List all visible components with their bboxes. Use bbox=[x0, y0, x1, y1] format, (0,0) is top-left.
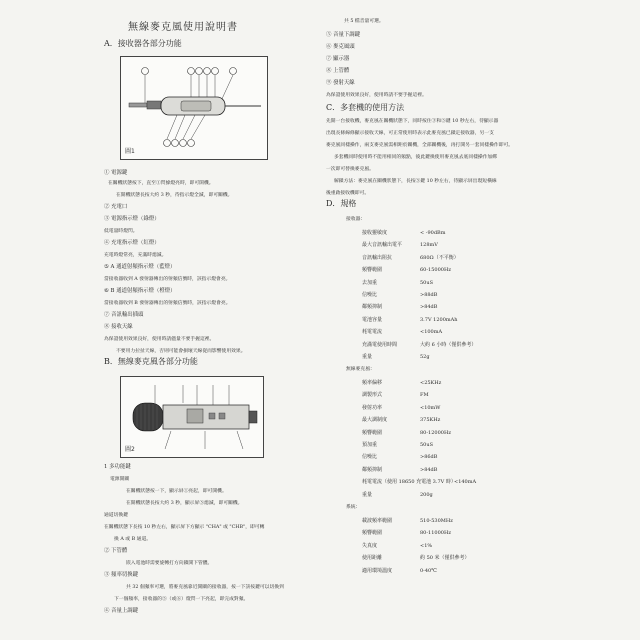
a-item-6-desc: 當接收器收到 B 發射器傳出的射頻信號時，該指示燈會亮。 bbox=[104, 301, 231, 306]
spec-row bbox=[362, 354, 430, 360]
c-para-7: 後重啟接收機即可。 bbox=[326, 191, 370, 196]
spec-value: 80-11000Hz bbox=[420, 530, 451, 537]
spec-value: 375KHz bbox=[420, 417, 441, 424]
a-item-8-desc-2: 不要用力拉扯天線，否則可能會損壞天線從而影響使用效果。 bbox=[116, 349, 246, 354]
spec-key: 音訊輸出阻抗 bbox=[362, 254, 393, 261]
spec-key: 耗電電流 bbox=[362, 329, 383, 336]
section-b-heading: B．無線麥克風各部分功能 bbox=[104, 357, 198, 366]
spec-row bbox=[362, 568, 437, 574]
a-item-3: ③ 電源指示燈（綠燈） bbox=[104, 216, 160, 222]
spec-row bbox=[362, 430, 451, 436]
c-para-3: 麥克風同樣操作，兩支麥克風需相距於關機，全部關機後，再打開另一套同樣操作即可。 bbox=[326, 143, 514, 148]
c-para-1: 先開一台接收機，麥克風在關機狀態下，同時按住③和⑤鍵 10 秒左右，待顯示器 bbox=[326, 119, 499, 124]
spec-value: <1% bbox=[420, 542, 433, 549]
spec-value: 0-40℃ bbox=[420, 567, 437, 574]
spec-value: >84dB bbox=[420, 304, 438, 311]
b-item-2: ② 下管體 bbox=[104, 548, 128, 554]
spec-row bbox=[362, 267, 451, 273]
microphone-figure bbox=[120, 376, 264, 458]
spec-value: >84dB bbox=[420, 466, 438, 473]
a-item-6: ⑥ B 通道射頻指示燈（橙燈） bbox=[104, 288, 176, 294]
figure-1-label: 圖1 bbox=[125, 148, 135, 155]
spec-value: FM bbox=[420, 392, 429, 399]
spec-key: 頻率偏移 bbox=[362, 380, 383, 386]
spec-row bbox=[362, 442, 433, 448]
spec-value: 60-15000Hz bbox=[420, 267, 451, 274]
spec-row bbox=[362, 380, 441, 386]
c-para-4: 多套機同時使用時不能用相同的頻點，彼此鍵換使用麥克風去底同樣操作加綁 bbox=[334, 155, 498, 160]
spec-key: 耗電電流（使用 18650 充電池 3.7V 時） bbox=[362, 479, 456, 486]
b-item-6: ⑥ 麥克風頭 bbox=[326, 44, 355, 50]
spec-value: 680Ω（不平衡） bbox=[420, 254, 459, 261]
b-item-8: ⑧ 上管體 bbox=[326, 68, 350, 74]
spec-value: 50uS bbox=[420, 442, 434, 448]
spec-row bbox=[362, 543, 432, 549]
spec-row bbox=[362, 329, 442, 335]
a-item-4-desc: 充電時燈常亮，充滿時熄滅。 bbox=[104, 253, 167, 258]
spec-key: 充滿電使用時間 bbox=[362, 341, 398, 348]
spec-row bbox=[362, 555, 470, 561]
spec-row bbox=[362, 342, 476, 348]
spec-key: 載波頻率範圍 bbox=[362, 518, 393, 524]
spec-key: 最大調制度 bbox=[362, 417, 388, 424]
mic-spec-label: 無線麥克風： bbox=[346, 367, 375, 372]
spec-key: 適用環境溫度 bbox=[362, 567, 393, 574]
spec-key: 重量 bbox=[362, 491, 373, 498]
spec-row bbox=[362, 317, 457, 323]
spec-key: 使用距離 bbox=[362, 555, 383, 562]
spec-key: 信噪比 bbox=[362, 454, 378, 461]
b-power-desc-1: 在關機狀態按一下，顯示屏①亮起，即可開機。 bbox=[126, 489, 227, 494]
b-item-9: ⑨ 發射天線 bbox=[326, 80, 355, 86]
a-item-2: ② 充電口 bbox=[104, 204, 128, 210]
b-item-1: 1 多功能鍵 bbox=[104, 464, 131, 470]
spec-value: 128mV bbox=[420, 242, 438, 249]
a-item-7: ⑦ 音訊輸出插頭 bbox=[104, 312, 144, 318]
spec-row bbox=[362, 255, 459, 261]
a-item-1-desc-1: 在關機狀態按下，直至①閃綠燈亮時，即可開機。 bbox=[108, 181, 214, 186]
microphone-illustration bbox=[121, 377, 263, 457]
spec-value: >88dB bbox=[420, 292, 438, 298]
spec-row bbox=[362, 479, 476, 485]
section-a-heading: A．接收器各部分功能 bbox=[104, 39, 182, 48]
spec-value: 80-12000Hz bbox=[420, 429, 451, 436]
b-item-3: ③ 頻率切換鍵 bbox=[104, 572, 139, 578]
a-item-4: ④ 充電指示燈（紅燈） bbox=[104, 240, 160, 246]
spec-row bbox=[362, 230, 445, 236]
spec-value: 大約 6 小時（僅供參考） bbox=[420, 341, 477, 348]
spec-value: <140mA bbox=[454, 479, 477, 486]
spec-key: 去加重 bbox=[362, 279, 378, 286]
b-power-desc-2: 在開機狀態長按大約 3 秒，顯示屏⑤熄滅，即可關機。 bbox=[126, 501, 243, 506]
spec-value: 200g bbox=[420, 491, 433, 498]
c-para-2: 出現長條線條顯示接收天線，可正常使用時表示此麥克風已鎖定接收器，另一支 bbox=[326, 131, 494, 136]
spec-row bbox=[362, 530, 451, 536]
spec-value: 510-530MHz bbox=[420, 518, 453, 524]
a-item-3-desc: 低電量時燈閃。 bbox=[104, 229, 138, 234]
receiver-spec-label: 接收器： bbox=[346, 217, 366, 222]
a-item-1-desc-2: 在開機狀態長按大約 3 秒，待指示燈全滅，即可關機。 bbox=[116, 193, 233, 198]
spec-row bbox=[362, 392, 429, 398]
system-spec-label: 系統： bbox=[346, 505, 361, 510]
spec-row bbox=[362, 280, 433, 286]
b-channel-desc-1: 在關機狀態下長按 10 秒左右，顯示屏下方顯示 "CHA" 或 "CHB"，即可轉 bbox=[104, 525, 265, 530]
a-item-5-desc: 當接收器收到 A 發射器傳出的射頻信號時，該指示燈會亮。 bbox=[104, 277, 231, 282]
spec-key: 信噪比 bbox=[362, 292, 378, 298]
b-item-4: ④ 音量上調鍵 bbox=[104, 608, 139, 614]
c-para-6: 解鎖方法：麥克風在關機狀態下，長按⑤鍵 10 秒左右，待顯示屏出現短橫線 bbox=[334, 179, 497, 184]
b-channel-switch: 通道切換鍵 bbox=[104, 513, 128, 518]
spec-key: 頻響範圍 bbox=[362, 429, 383, 436]
spec-key: 預加重 bbox=[362, 442, 378, 448]
spec-row bbox=[362, 405, 440, 411]
spec-value: <25KHz bbox=[420, 380, 442, 386]
b-channel-desc-2: 換 A 或 B 通道。 bbox=[114, 537, 152, 542]
volume-levels-note: 共 5 檔音量可選。 bbox=[344, 19, 384, 24]
spec-value: < -90dBm bbox=[420, 230, 446, 236]
spec-key: 最大音訊輸出電平 bbox=[362, 242, 403, 249]
spec-key: 調製形式 bbox=[362, 392, 383, 399]
a-item-8: ⑧ 接收天線 bbox=[104, 324, 133, 330]
b-item-2-desc: 嵌入電池時需要旋轉打方向鎖開下管體。 bbox=[126, 561, 213, 566]
page-title: 無線麥克風使用說明書 bbox=[128, 22, 238, 33]
spec-value: 約 50 米（僅供參考） bbox=[420, 555, 470, 562]
spec-row bbox=[362, 492, 433, 498]
spec-row bbox=[362, 304, 437, 310]
spec-row bbox=[362, 518, 453, 524]
spec-value: 3.7V 1200mAh bbox=[420, 316, 458, 323]
spec-key: 失真度 bbox=[362, 542, 378, 549]
spec-value: <10mW bbox=[420, 404, 441, 411]
spec-key: 頻響範圍 bbox=[362, 267, 383, 274]
spec-key: 頻響範圍 bbox=[362, 530, 383, 537]
b-item-7: ⑦ 顯示器 bbox=[326, 56, 350, 62]
receiver-figure bbox=[120, 56, 268, 160]
c-para-5: 一次即可替換麥克風。 bbox=[326, 167, 374, 172]
spec-value: 50uS bbox=[420, 279, 434, 286]
spec-row bbox=[362, 242, 438, 248]
spec-value: <100mA bbox=[420, 329, 443, 336]
b-item-5: ⑤ 音量下調鍵 bbox=[326, 32, 361, 38]
section-d-heading: D．規格 bbox=[326, 199, 357, 208]
a-item-5: ⑤ A 通道射頻指示燈（藍燈） bbox=[104, 264, 176, 270]
b-item-3-desc-1: 共 32 個頻率可選，將麥克風靠近開關的接收器，按一下該按鍵可以切換到 bbox=[126, 585, 284, 590]
a-item-8-desc-1: 為保證使用效果良好，使用時請儘量不要手握這裡。 bbox=[104, 337, 215, 342]
spec-row bbox=[362, 454, 437, 460]
figure-2-label: 圖2 bbox=[125, 446, 135, 453]
section-c-heading: C．多套機的使用方法 bbox=[326, 103, 405, 112]
spec-row bbox=[362, 292, 437, 298]
spec-key: 電池容量 bbox=[362, 316, 383, 323]
spec-key: 接收靈敏度 bbox=[362, 230, 388, 236]
spec-key: 發射功率 bbox=[362, 404, 383, 411]
b-item-9-desc: 為保證使用效果良好，使用時請不要手握這裡。 bbox=[326, 93, 427, 98]
spec-key: 重量 bbox=[362, 354, 373, 360]
a-item-1: ① 電源鍵 bbox=[104, 170, 128, 176]
spec-key: 鄰頻抑制 bbox=[362, 304, 383, 311]
spec-key: 鄰頻抑制 bbox=[362, 466, 383, 473]
spec-row bbox=[362, 417, 440, 423]
spec-row bbox=[362, 467, 437, 473]
receiver-illustration bbox=[121, 57, 267, 159]
spec-value: >86dB bbox=[420, 454, 438, 461]
b-power-switch: 電源開關 bbox=[110, 477, 130, 482]
b-item-3-desc-2: 下一個頻率，接收器的⑤（或⑥）燈閃一下亮起，即完成對頻。 bbox=[114, 597, 249, 602]
spec-value: 52g bbox=[420, 354, 430, 360]
